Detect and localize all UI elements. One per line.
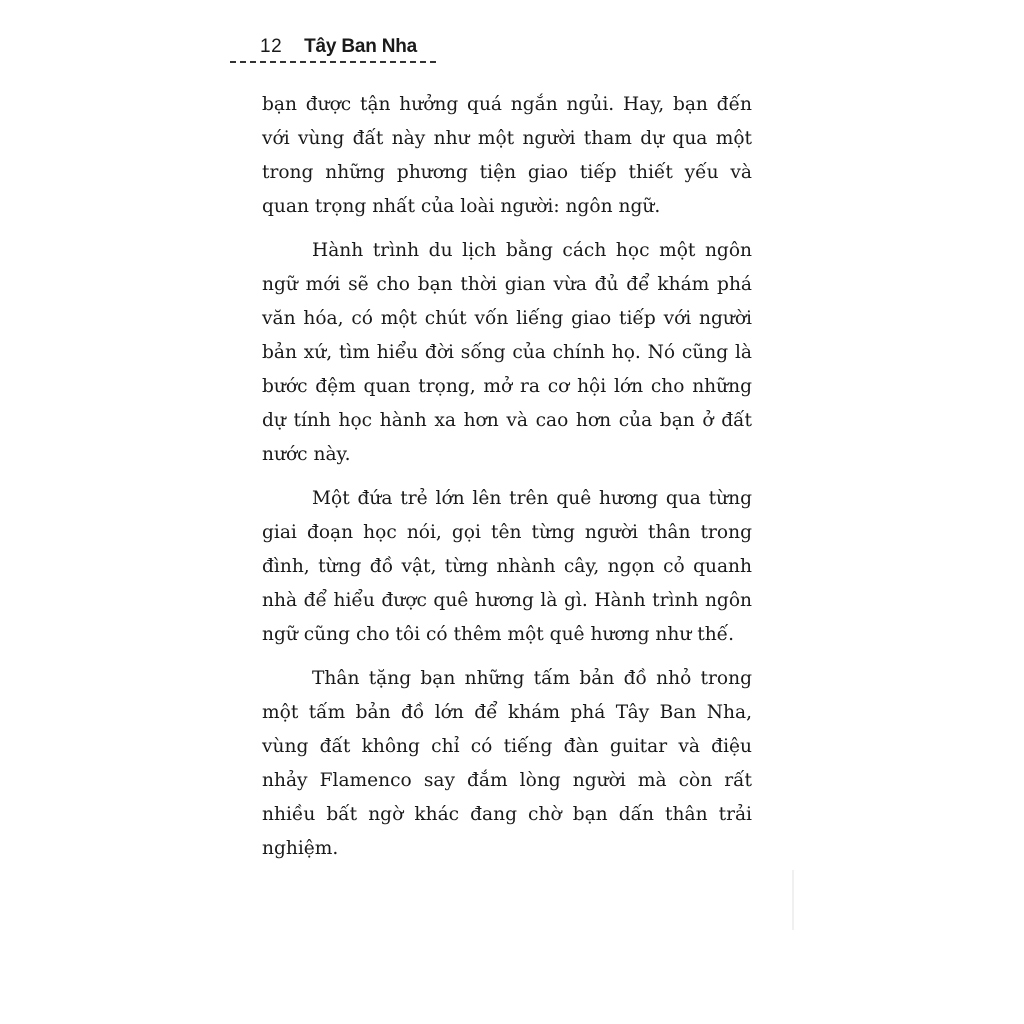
paragraph-continuation: bạn được tận hưởng quá ngắn ngủi. Hay, bạn đến với vùng đất này như một người tham dự qua một trong những phương tiện giao tiếp thiết yếu và quan trọng nhất của loài người: ngôn ngữ. — [262, 94, 752, 217]
paragraph: Hành trình du lịch bằng cách học một ngôn ngữ mới sẽ cho bạn thời gian vừa đủ để khám phá văn hóa, có một chút vốn liếng giao tiếp với người bản xứ, tìm hiểu đời sống của chính họ. Nó cũng là bước đệm quan trọng, mở ra cơ hội lớn cho những dự tính học hành xa hơn và cao hơn của bạn ở đất nước này. — [262, 240, 752, 465]
header-dashed-rule — [230, 61, 436, 63]
paragraph: Một đứa trẻ lớn lên trên quê hương qua từng giai đoạn học nói, gọi tên từng người thân trong đình, từng đồ vật, từng nhành cây, ngọn cỏ quanh nhà để hiểu được quê hương là gì. Hành trình ngôn ngữ cũng cho tôi có thêm một quê hương như thế. — [262, 488, 752, 645]
body-text — [262, 88, 752, 876]
paragraph: Thân tặng bạn những tấm bản đồ nhỏ trong một tấm bản đồ lớn để khám phá Tây Ban Nha, vùng đất không chỉ có tiếng đàn guitar và điệu nhảy Flamenco say đắm lòng người mà còn rất nhiều bất ngờ khác đang chờ bạn dấn thân trải nghiệm. — [262, 668, 752, 859]
running-title: Tây Ban Nha — [304, 36, 418, 57]
page-number: 12 — [260, 36, 283, 57]
page-edge-shadow — [792, 870, 794, 930]
